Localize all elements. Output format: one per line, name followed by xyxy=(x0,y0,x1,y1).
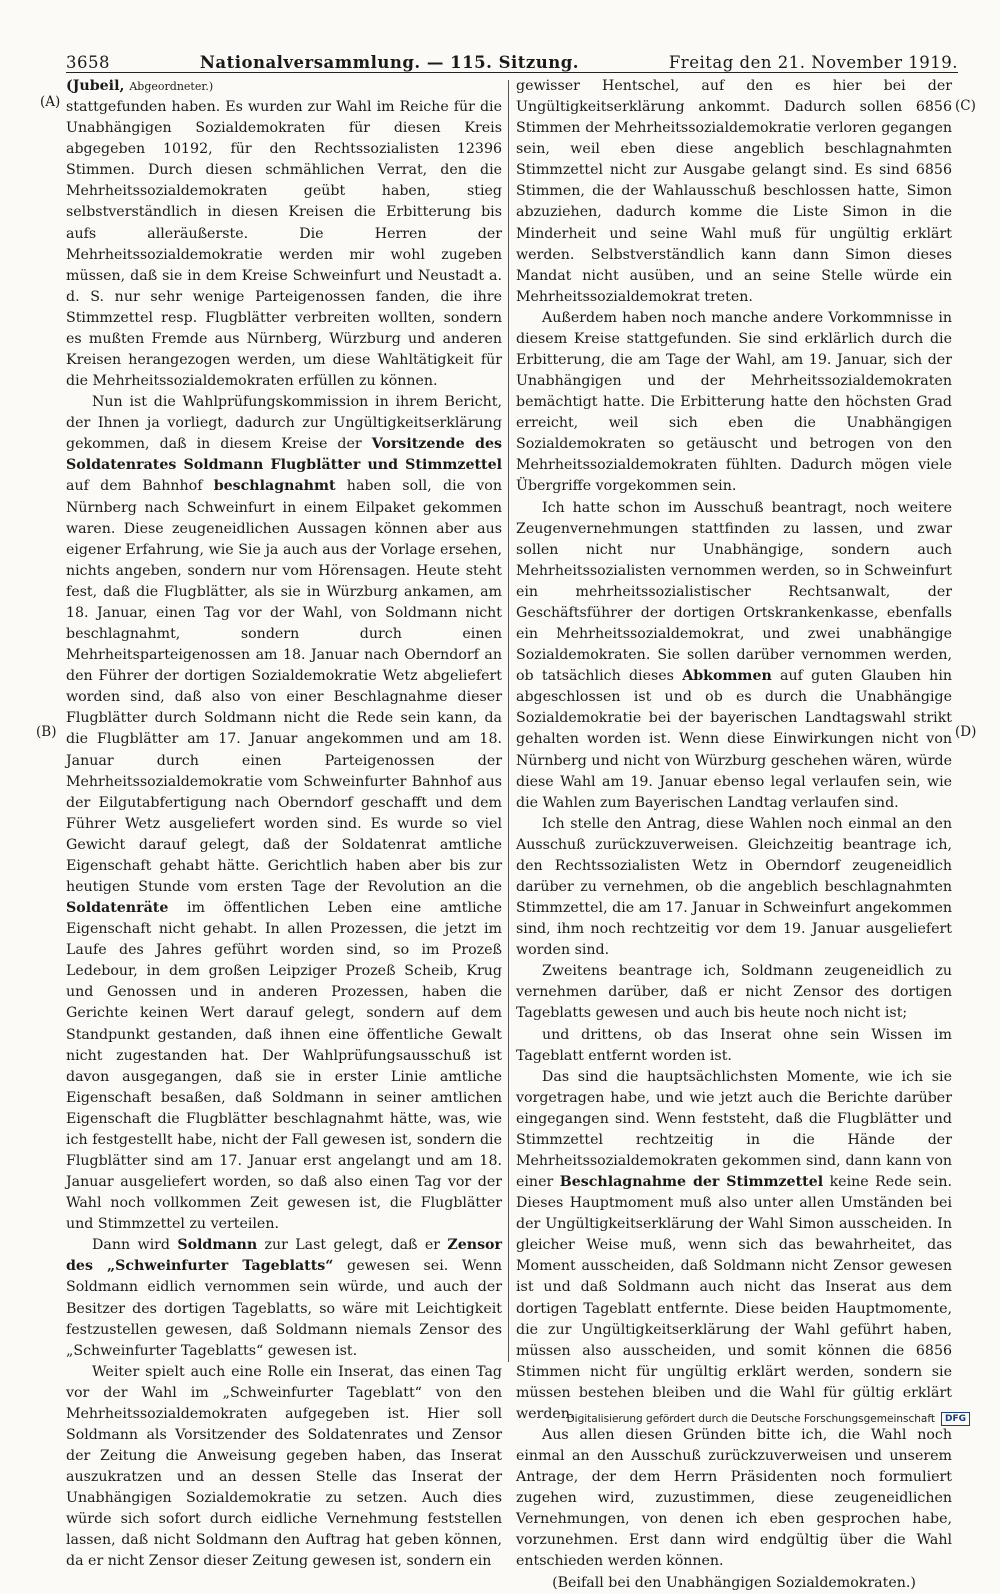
funding-note: Digitalisierung gefördert durch die Deutsche Forschungsgemeinschaft xyxy=(566,1413,935,1425)
page-header xyxy=(66,46,958,73)
paragraph: stattgefunden haben. Es wurden zur Wahl im Reiche für die Unabhängigen Sozialdemokraten für diesen Kreis abgegeben 10192, für den Rechtssozialisten 12396 Stimmen. Durch diesen schmählichen Verrat, den die Mehrheitssozialdemokraten geübt haben, stieg selbstverständlich in diesen Kreisen die Erbitterung bis aufs alleräußerste. Die Herren der Mehrheitssozialdemokratie werden mir wohl zugeben müssen, daß sie in dem Kreise Schweinfurt und Neustadt a. d. S. nur sehr wenige Parteigenossen fanden, die ihre Stimmzettel resp. Flugblätter verbreiten wollten, sondern es mußten Fremde aus Nürnberg, Würzburg und anderen Kreisen herangezogen werden, um diese Wahltätigkeit für die Mehrheitssozialdemokraten erfüllen zu können. xyxy=(66,99,502,390)
speaker-line: (Jubeil, Abgeordneter.) xyxy=(66,78,214,94)
page-number: 3658 xyxy=(66,53,110,72)
session-date: Freitag den 21. November 1919. xyxy=(668,53,958,72)
left-column xyxy=(66,76,502,1573)
margin-marker-c: (C) xyxy=(955,98,976,114)
paragraph: Das sind die hauptsächlichsten Momente, wie ich sie vorgetragen habe, und wie jetzt auch die Berichte darüber eingegangen sind. Wenn feststeht, daß die Flugblätter und Stimmzettel rechtzeitig in die Hände der Mehrheitssozialdemokraten gekommen sind, dann kann von einer Beschlagnahme der Stimmzettel keine Rede sein. Dieses Hauptmoment muß also unter allen Umständen bei der Ungültigkeitserklärung der Wahl Simon ausscheiden. In gleicher Weise muß, wenn sich das bewahrheitet, das Moment ausscheiden, daß Soldmann nicht Zensor gewesen ist und daß Soldmann auch nicht das Inserat aus dem dortigen Tageblatt entfernte. Diese beiden Hauptmomente, die zur Ungültigkeitserklärung der Wahl geführt haben, müssen also ausscheiden, und somit können die 6856 Stimmen nicht für ungültig erklärt werden, sondern sie müssen bestehen bleiben und die Wahl für gültig erklärt werden. xyxy=(516,1068,953,1422)
applause-note: (Beifall bei den Unabhängigen Sozialdemokraten.) xyxy=(552,1574,916,1591)
column-divider xyxy=(508,80,509,1362)
running-title: Nationalversammlung. — 115. Sitzung. xyxy=(199,53,580,72)
right-column xyxy=(516,76,952,1594)
paragraph: und drittens, ob das Inserat ohne sein Wissen im Tageblatt entfernt worden ist. xyxy=(516,1026,952,1064)
paragraph: Aus allen diesen Gründen bitte ich, die Wahl noch einmal an den Ausschuß zurückzuverweisen und unserem Antrage, der dem Herrn Präsidenten noch formuliert zugehen wird, zuzustimmen, diese zeugeneidlichen Vernehmungen, von denen ich eben gesprochen habe, vorzunehmen. Erst dann wird endgültig über die Wahl entschieden werden können. xyxy=(516,1427,952,1570)
paragraph: Zweitens beantrage ich, Soldmann zeugeneidlich zu vernehmen darüber, daß er nicht Zensor des dortigen Tageblatts gewesen und auch bis heute noch nicht ist; xyxy=(516,963,952,1022)
margin-marker-b: (B) xyxy=(36,724,57,740)
paragraph: gewisser Hentschel, auf den es hier bei der Ungültigkeitserklärung ankommt. Dadurch sollen 6856 Stimmen der Mehrheitssozialdemokratie verloren gegangen sein, weil eben diese angeblich beschlagnahmten Stimmzettel nicht zur Ausgabe gelangt sind. Es sind 6856 Stimmen, die der Wahlausschuß beschlossen hatte, Simon abzuziehen, dadurch komme die Liste Simon in die Minderheit und seine Wahl muß für ungültig erklärt werden. Selbstverständlich kann dann Simon dieses Mandat nicht ausüben, und an seine Stelle würde ein Mehrheitssozialdemokrat treten. xyxy=(516,78,952,305)
paragraph: Weiter spielt auch eine Rolle ein Inserat, das einen Tag vor der Wahl im „Schweinfurter Tageblatt“ von den Mehrheitssozialdemokraten aufgegeben ist. Hier soll Soldmann als Vorsitzender des Soldatenrates und Zensor der Zeitung die Anweisung gegeben haben, das Inserat auszukratzen und an dessen Stelle das Inserat der Unabhängigen Sozialdemokratie zu setzen. Auch dies würde sich sofort durch eidliche Vernehmung feststellen lassen, daß nicht Soldmann den Auftrag hat geben können, da er nicht Zensor dieser Zeitung gewesen ist, sondern ein xyxy=(66,1363,502,1570)
paragraph: Ich stelle den Antrag, diese Wahlen noch einmal an den Ausschuß zurückzuverweisen. Gleichzeitig beantrage ich, den Rechtssozialisten Wetz in Oberndorf zeugeneidlich darüber zu vernehmen, ob die angeblich beschlagnahmten Stimmzettel, die am 17. Januar in Schweinfurt angekommen sind, ihm noch rechtzeitig vor dem 19. Januar ausgeliefert worden sind. xyxy=(516,815,952,959)
margin-marker-a: (A) xyxy=(40,94,61,110)
paragraph: Ich hatte schon im Ausschuß beantragt, noch weitere Zeugenvernehmungen stattfinden zu lassen, und zwar sollen nicht nur Unabhängige, sondern auch Mehrheitssozialisten vernommen werden, so in Schweinfurt ein mehrheitssozialistischer Rechtsanwalt, der Geschäftsführer der dortigen Ortskrankenkasse, ebenfalls ein Mehrheitssozialdemokrat, und zwei unabhängige Sozialdemokraten. Sie sollen darüber vernommen werden, ob tatsächlich dieses Abkommen auf guten Glauben hin abgeschlossen ist und ob es durch die Unabhängige Sozialdemokratie bei der bayerischen Landtagswahl strikt gehalten worden ist. Wenn diese Einwirkungen nicht von Nürnberg und nicht von Würzburg geschehen wären, würde diese Wahl am 19. Januar ebenso legal verlaufen sein, wie die Wahlen zum Bayerischen Landtag verlaufen sind. xyxy=(516,499,952,811)
paragraph: Nun ist die Wahlprüfungskommission in ihrem Bericht, der Ihnen ja vorliegt, dadurch zur Ungültigkeitserklärung gekommen, daß in diesem Kreise der Vorsitzende des Soldatenrates Soldmann Flugblätter und Stimmzettel auf dem Bahnhof beschlagnahmt haben soll, die von Nürnberg nach Schweinfurt in einem Eilpaket gekommen waren. Diese zeugeneidlichen Aussagen können aber aus eigener Erfahrung, wie Sie ja auch aus der Vorlage ersehen, nichts angeben, sondern nur vom Hörensagen. Heute steht fest, daß die Flugblätter, als sie in Würzburg ankamen, am 18. Januar, einen Tag vor der Wahl, von Soldmann nicht beschlagnahmt, sondern durch einen Mehrheitsparteigenossen am 18. Januar nach Oberndorf an den Führer der dortigen Sozialdemokratie Wetz abgeliefert worden sind, daß also von einer Beschlagnahme dieser Flugblätter durch Soldmann nicht die Rede sein kann, da die Flugblätter am 17. Januar angekommen und am 18. Januar durch einen Parteigenossen der Mehrheitssozialdemokratie vom Schweinfurter Bahnhof aus der Eilgutabfertigung nach Oberndorf geschafft und dem Führer Wetz ausgeliefert worden sind. Es wurde so viel Gewicht darauf gelegt, daß der Soldatenrat amtliche Eigenschaft gehabt hätte. Gerichtlich haben aber bis zur heutigen Stunde vom ersten Tage der Revolution an die Soldatenräte im öffentlichen Leben eine amtliche Eigenschaft nicht gehabt. In allen Prozessen, die jetzt im Laufe des Jahres geführt worden sind, so im Prozeß Ledebour, in dem großen Leipziger Prozeß Scheib, Krug und Genossen und in anderen Prozessen, haben die Gerichte keinen Wert darauf gelegt, sondern auf dem Standpunkt gestanden, daß ihnen eine öffentliche Gewalt nicht zugestanden hat. Der Wahlprüfungsausschuß ist davon ausgegangen, daß sie in erster Linie amtliche Eigenschaft besaßen, daß Soldmann in seiner amtlichen Eigenschaft die Flugblätter beschlagnahmt hätte, was, wie ich festgestellt habe, nicht der Fall gewesen ist, sondern die Flugblätter sind am 17. Januar erst angelangt und am 18. Januar ausgeliefert worden, so daß also einen Tag vor der Wahl noch vollkommen Zeit gewesen ist, die Flugblätter und Stimmzettel zu verteilen. xyxy=(66,394,502,1233)
digitization-footer xyxy=(567,1412,970,1426)
margin-marker-d: (D) xyxy=(955,724,977,740)
paragraph: Dann wird Soldmann zur Last gelegt, daß er Zensor des „Schweinfurter Tageblatts“ gewesen sei. Wenn Soldmann eidlich vernommen sein würde, und auch der Besitzer des dortigen Tageblatts, so wäre mit Leichtigkeit festzustellen gewesen, daß Soldmann niemals Zensor des „Schweinfurter Tageblatts“ gewesen ist. xyxy=(66,1237,502,1359)
paragraph: Außerdem haben noch manche andere Vorkommnisse in diesem Kreise stattgefunden. Sie sind erklärlich durch die Erbitterung, die am Tage der Wahl, am 19. Januar, sich der Unabhängigen und der Mehrheitssozialdemokraten bemächtigt hatte. Die Erbitterung hatte den höchsten Grad erreicht, weil sich eben die Unabhängigen Sozialdemokraten so getäuscht und betrogen von den Mehrheitssozialdemokraten fühlten. Dadurch mögen viele Übergriffe vorgekommen sein. xyxy=(516,309,952,495)
dfg-logo: DFG xyxy=(941,1412,970,1426)
